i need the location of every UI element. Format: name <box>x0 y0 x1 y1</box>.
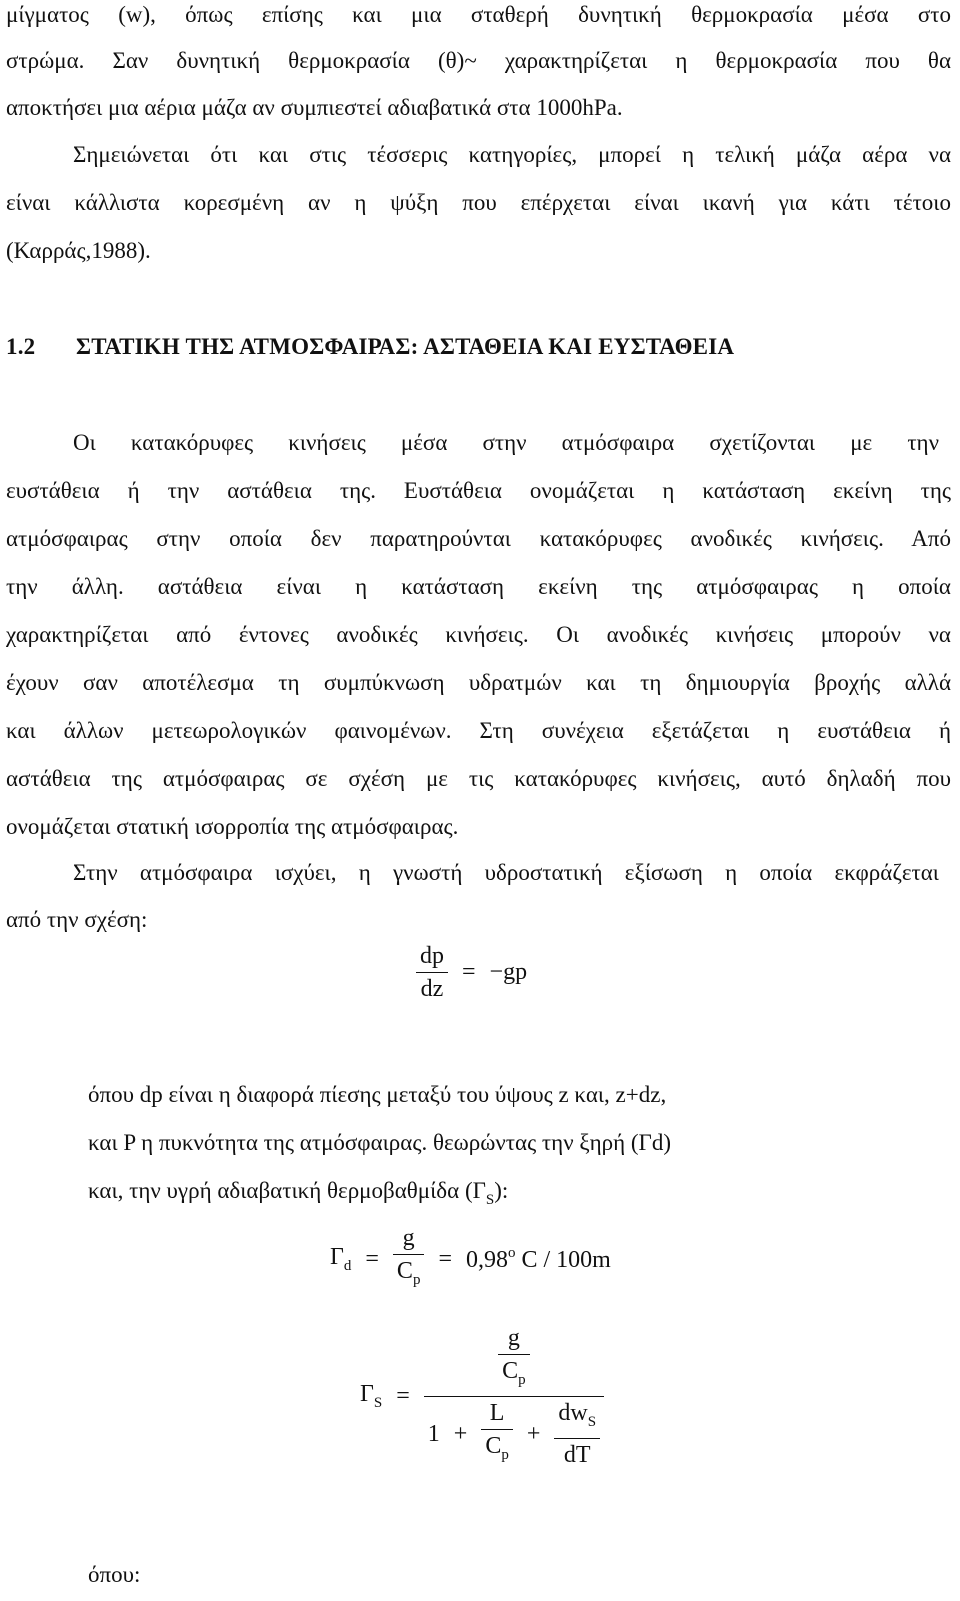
text-fragment: ): <box>494 1178 509 1203</box>
text-line: Στην ατμόσφαιρα ισχύει, η γνωστή υδροστατική εξίσωση η οποία εκφράζεται <box>73 860 939 885</box>
text-line: και P η πυκνότητα της ατμόσφαιρας. θεωρώντας την ξηρή (Γd) <box>88 1130 671 1155</box>
fraction-numerator: g <box>507 1325 520 1351</box>
moist-lapse-rate-equation <box>360 1322 604 1471</box>
text-line: όπου: <box>88 1562 141 1587</box>
equals-sign: = <box>396 1383 410 1409</box>
fraction-dws-dt <box>554 1397 600 1471</box>
fraction-numerator: L <box>489 1400 505 1426</box>
fraction-denominator: dT <box>563 1442 591 1468</box>
lapse-rate-value: 0,98$^o$ C / 100m <box>465 1244 611 1273</box>
text-line: αποκτήσει μια αέρια μάζα αν συμπιεστεί αδιαβατικά στα 1000hPa. <box>6 95 623 120</box>
fraction-numerator: $dw_S$ <box>558 1400 597 1430</box>
text-line: από την σχέση: <box>6 907 148 932</box>
text-line: μίγματος (w), όπως επίσης και μια σταθερή δυνητική θερμοκρασία μέσα στο <box>6 2 951 27</box>
text-line: ευστάθεια ή την αστάθεια της. Ευστάθεια ονομάζεται η κατάσταση εκείνη της <box>6 478 951 503</box>
equals-sign: = <box>365 1245 379 1272</box>
text-fragment: και, την υγρή αδιαβατική θερμοβαθμίδα (Γ <box>88 1178 486 1203</box>
text-line: Οι κατακόρυφες κινήσεις μέσα στην ατμόσφαιρα σχετίζονται με την <box>73 430 939 455</box>
text-line: (Καρράς,1988). <box>6 238 151 263</box>
text-line: στρώμα. Σαν δυνητική θερμοκρασία (θ)~ χαρακτηρίζεται η θερμοκρασία που θα <box>6 48 951 73</box>
section-title: ΣΤΑΤΙΚΗ ΤΗΣ ΑΤΜΟΣΦΑΙΡΑΣ: ΑΣΤΑΘΕΙΑ ΚΑΙ ΕΥΣΤΑΘΕΙΑ <box>76 334 735 359</box>
gamma-d-symbol: $\Gamma_d$ <box>330 1243 352 1274</box>
equation-rhs: −gp <box>489 959 528 985</box>
fraction-numerator: dp <box>420 943 444 969</box>
text-line: όπου dp είναι η διαφορά πίεσης μεταξύ του ύψους z και, z+dz, <box>88 1082 667 1107</box>
text-line: Σημειώνεται ότι και στις τέσσερις κατηγορίες, μπορεί η τελική μάζα αέρα να <box>73 142 951 167</box>
fraction-denominator: $C_p$ <box>396 1258 421 1288</box>
fraction-dp-dz <box>416 940 448 1005</box>
equals-sign: = <box>438 1245 452 1272</box>
main-numerator <box>424 1322 604 1396</box>
subscript: S <box>485 1192 495 1208</box>
text-line: χαρακτηρίζεται από έντονες ανοδικές κινήσεις. Οι ανοδικές κινήσεις μπορούν να <box>6 622 951 647</box>
fraction-denominator: dz <box>420 976 444 1002</box>
section-number: 1.2 <box>6 334 36 359</box>
text-line: ατμόσφαιρας στην οποία δεν παρατηρούνται κατακόρυφες ανοδικές κινήσεις. Από <box>6 526 951 551</box>
main-fraction <box>424 1322 604 1471</box>
fraction-g-cp <box>498 1322 530 1396</box>
text-line: είναι κάλλιστα κορεσμένη αν η ψύξη που επέρχεται είναι ικανή για κάτι τέτοιο <box>6 190 951 215</box>
text-line: αστάθεια της ατμόσφαιρας σε σχέση με τις κατακόρυφες κινήσεις, αυτό δηλαδή που <box>6 766 951 791</box>
fraction-denominator: $C_p$ <box>502 1358 526 1388</box>
text-line: ονομάζεται στατική ισορροπία της ατμόσφαιρας. <box>6 814 459 839</box>
text-line: την άλλη. αστάθεια είναι η κατάσταση εκείνη της ατμόσφαιρας η οποία <box>6 574 951 599</box>
main-denominator: 1 + $\frac{L}{C_p}$ + $\frac{dw_S}{dT}$ <box>424 1397 604 1471</box>
section-heading <box>6 332 951 362</box>
dry-lapse-rate-equation <box>330 1222 611 1296</box>
text-line: και άλλων μετεωρολογικών φαινομένων. Στη συνέχεια εξετάζεται η ευστάθεια ή <box>6 718 951 743</box>
gamma-s-symbol: $\Gamma_S$ <box>360 1381 383 1411</box>
fraction-l-cp <box>481 1397 513 1471</box>
fraction-numerator: g <box>402 1225 415 1251</box>
hydrostatic-equation <box>416 940 527 1005</box>
text-line <box>88 1176 928 1215</box>
equals-sign: = <box>462 959 476 985</box>
fraction-g-cp <box>393 1222 425 1296</box>
text-line: έχουν σαν αποτέλεσμα τη συμπύκνωση υδρατμών και τη δημιουργία βροχής αλλά <box>6 670 951 695</box>
fraction-denominator: $C_p$ <box>485 1433 509 1463</box>
